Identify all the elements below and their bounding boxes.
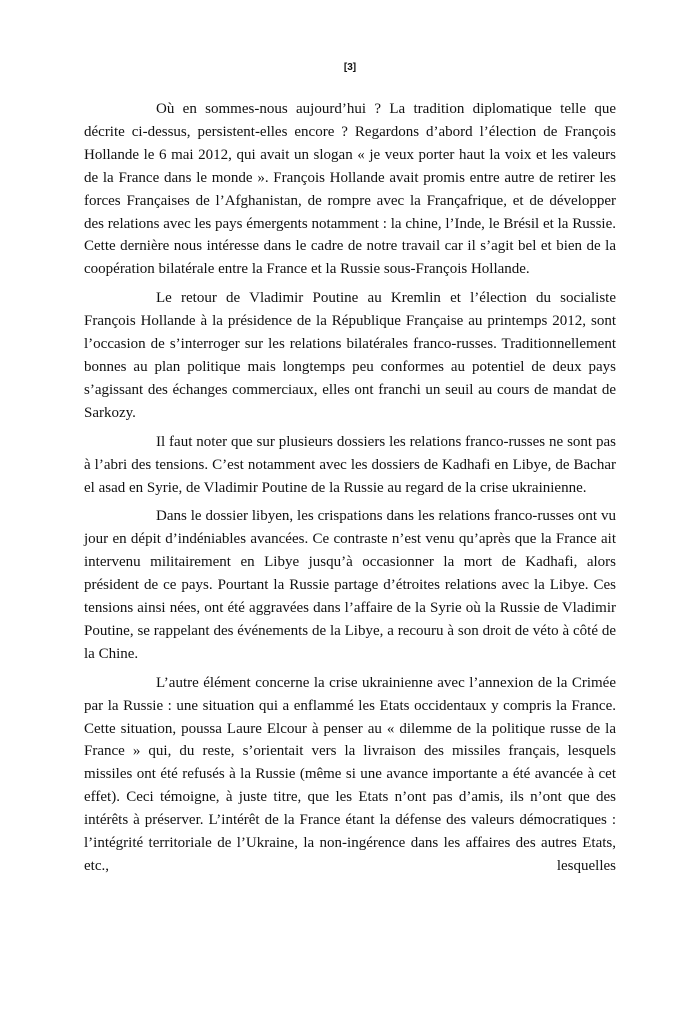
paragraph-poutine-return: Le retour de Vladimir Poutine au Kremlin et l’élection du socialiste François Hollande à la présidence de la République Française au printemps 2012, sont l’occasion de s’interroger sur les relations bilatérales franco-russes. Traditionnellement bonnes au plan politique mais longtemps peu conformes au potentiel de deux pays s’agissant des échanges commerciaux, elles ont franchi un seuil au cours de mandat de Sarkozy. — [84, 290, 616, 421]
paragraph-hollande-election: Où en sommes-nous aujourd’hui ? La tradition diplomatique telle que décrite ci-dessus, persistent-elles encore ? Regardons d’abord l’élection de François Hollande le 6 mai 2012, qui avait un slogan « je veux porter haut la voix et les valeurs de la France dans le monde ». François Hollande avait promis entre autre de retirer les forces Françaises de l’Afghanistan, de rompre avec la Françafrique, et de développer des relations avec les pays émergents notamment : la chine, l’Inde, le Brésil et la Russie. Cette dernière nous intéresse dans le cadre de notre travail car il s’agit bel et bien de la coopération bilatérale entre la France et la Russie sous-François Hollande. — [84, 101, 616, 278]
paragraph-ukraine: L’autre élément concerne la crise ukrainienne avec l’annexion de la Crimée par la Russie : une situation qui a enflammé les Etats occidentaux y compris la France. Cette situation, poussa Laure Elcour à penser au « dilemme de la politique russe de la France » qui, du reste, s’orientait vers la livraison des missiles français, lesquels missiles ont été refusés à la Russie (même si une avance importante a été avancée à cet effet). Ceci témoigne, à juste titre, que les Etats n’ont pas d’amis, ils n’ont que des intérêts à préserver. L’intérêt de la France étant la défense des valeurs démocratiques : l’intégrité territoriale de l’Ukraine, la non-ingérence dans les affaires des autres Etats, etc., lesquelles — [84, 674, 616, 874]
paragraph-libya: Dans le dossier libyen, les crispations dans les relations franco-russes ont vu jour en dépit d’indéniables avancées. Ce contraste n’est venu qu’après que la France ait intervenu militairement en Libye jusqu’à occasionner la mort de Kadhafi, alors président de ce pays. Pourtant la Russie partage d’étroites relations avec la Libye. Ces tensions ainsi nées, ont été aggravées dans l’affaire de la Syrie où la Russie de Vladimir Poutine, se rappelant des événements de la Libye, a recouru à son droit de véto à côté de la Chine. — [84, 508, 616, 662]
body-text — [84, 98, 616, 884]
page-number: [3] — [343, 62, 357, 73]
paragraph-tensions: Il faut noter que sur plusieurs dossiers les relations franco-russes ne sont pas à l’abri des tensions. C’est notamment avec les dossiers de Kadhafi en Libye, de Bachar el asad en Syrie, de Vladimir Poutine de la Russie au regard de la crise ukrainienne. — [84, 433, 616, 496]
